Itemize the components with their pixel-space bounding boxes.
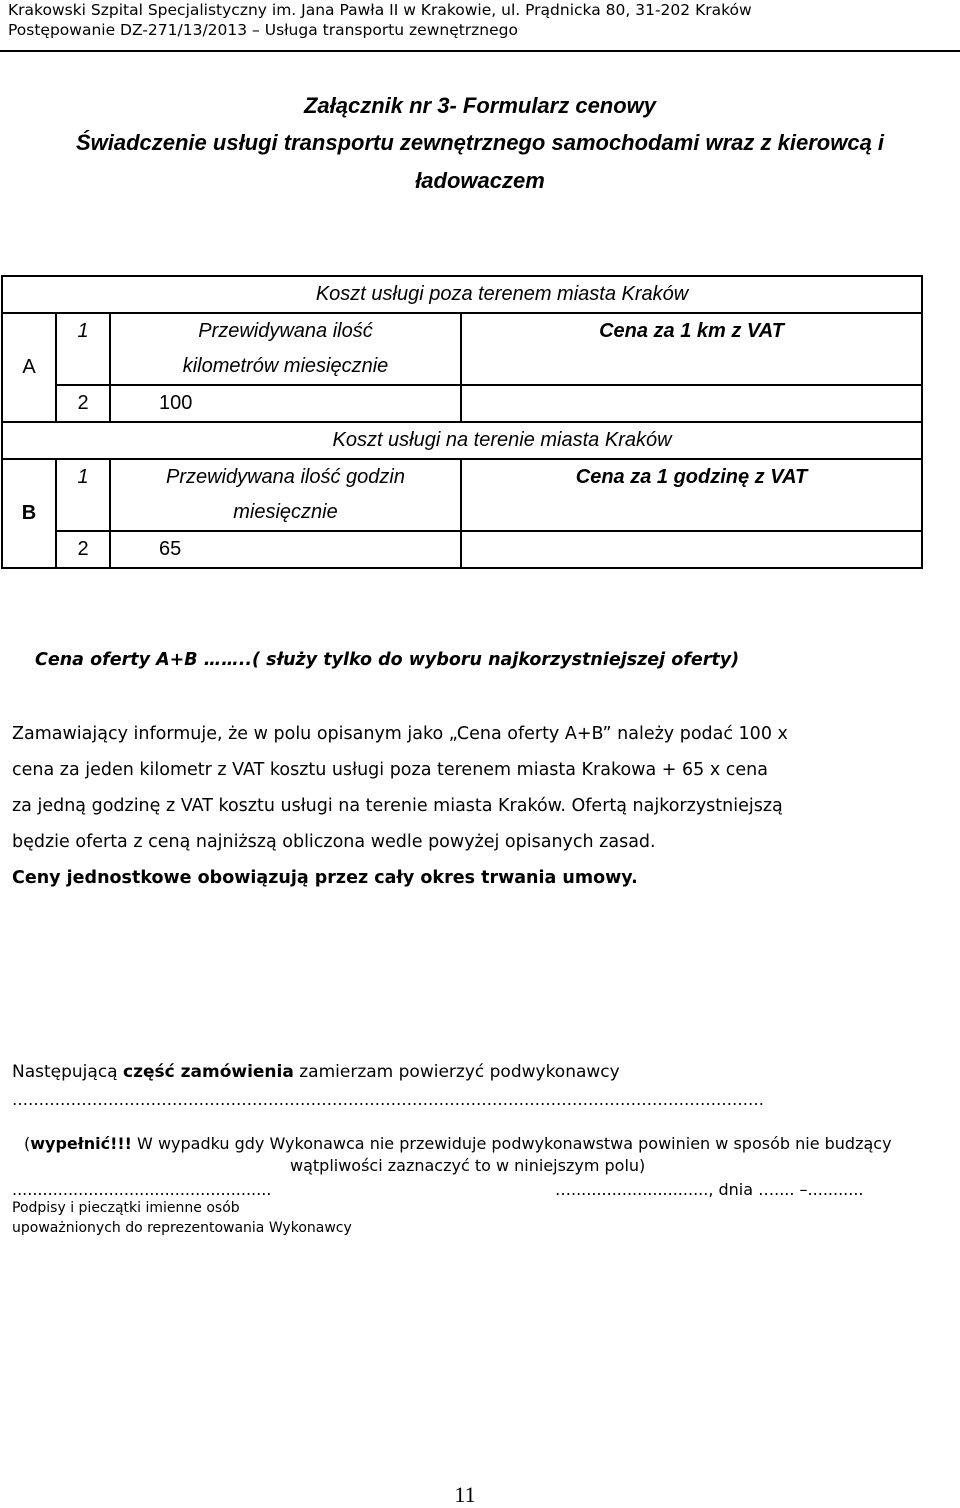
page-number: 11	[454, 1482, 476, 1507]
section-b-row1-label-1: Przewidywana ilość godzin	[110, 459, 461, 495]
section-a-price-field[interactable]	[461, 385, 922, 422]
subcontract-intro-bold: część zamówienia	[123, 1062, 294, 1082]
section-a-row1-number-cont	[56, 349, 110, 385]
note-open-paren: (	[24, 1134, 31, 1153]
section-b-row1-number: 1	[56, 459, 110, 495]
section-b-letter: B	[2, 459, 56, 568]
subcontract-fill-line[interactable]: ……………………………………………………………………………………………………………………………	[12, 1090, 764, 1109]
offer-price-line: Cena oferty A+B ……..( służy tylko do wyboru najkorzystniejszej oferty)	[35, 650, 740, 670]
section-b-heading: Koszt usługi na terenie miasta Kraków	[2, 422, 922, 459]
signature-date-line[interactable]: …..........................., dnia ….... –...........	[555, 1180, 864, 1199]
section-a-row1-number: 1	[56, 313, 110, 349]
section-a-row2-value: 100	[110, 385, 461, 422]
signature-label-1: Podpisy i pieczątki imienne osób	[12, 1200, 240, 1216]
info-line-4: będzie oferta z ceną najniższą obliczona wedle powyżej opisanych zasad.	[12, 832, 656, 852]
document-subtitle-1: Świadczenie usługi transportu zewnętrznego samochodami wraz z kierowcą i	[75, 130, 885, 155]
info-line-5: Ceny jednostkowe obowiązują przez cały okres trwania umowy.	[12, 868, 638, 888]
subcontract-note-line-2: wątpliwości zaznaczyć to w niniejszym polu)	[290, 1156, 646, 1175]
signature-dots-left[interactable]: ...................................................	[12, 1180, 272, 1199]
section-b-row2-number: 2	[56, 531, 110, 568]
info-line-3: za jedną godzinę z VAT kosztu usługi na terenie miasta Kraków. Ofertą najkorzystniejszą	[12, 796, 783, 816]
note-bold: wypełnić	[30, 1134, 111, 1153]
info-line-2: cena za jeden kilometr z VAT kosztu usługi poza terenem miasta Krakowa + 65 x cena	[12, 760, 768, 780]
section-b-row1-label-2: miesięcznie	[110, 495, 461, 531]
header-divider	[0, 50, 960, 52]
section-b-price-header: Cena za 1 godzinę z VAT	[461, 459, 922, 495]
price-table	[1, 275, 923, 569]
document-subtitle-2: ładowaczem	[415, 168, 545, 193]
section-b-price-field[interactable]	[461, 531, 922, 568]
subcontract-intro-end: zamierzam powierzyć podwykonawcy	[293, 1062, 620, 1082]
section-a-row1-label-2: kilometrów miesięcznie	[110, 349, 461, 385]
info-line-1: Zamawiający informuje, że w polu opisanym jako „Cena oferty A+B” należy podać 100 x	[12, 724, 788, 744]
section-b-row1-number-cont	[56, 495, 110, 531]
section-a-price-header: Cena za 1 km z VAT	[461, 313, 922, 349]
section-a-letter: A	[2, 313, 56, 422]
section-a-row2-number: 2	[56, 385, 110, 422]
subcontract-intro-start: Następującą	[12, 1062, 123, 1082]
document-title: Załącznik nr 3- Formularz cenowy	[303, 93, 657, 118]
subcontract-note	[24, 1134, 892, 1153]
section-b-row2-value: 65	[110, 531, 461, 568]
section-b-price-header-cont	[461, 495, 922, 531]
header-line-2: Postępowanie DZ-271/13/2013 – Usługa transportu zewnętrznego	[8, 21, 518, 39]
subcontract-intro	[12, 1062, 620, 1082]
signature-label-2: upoważnionych do reprezentowania Wykonawcy	[12, 1220, 352, 1236]
section-a-heading: Koszt usługi poza terenem miasta Kraków	[2, 276, 922, 313]
note-text: W wypadku gdy Wykonawca nie przewiduje podwykonawstwa powinien w sposób nie budzący	[131, 1134, 892, 1153]
section-a-price-header-cont	[461, 349, 922, 385]
section-a-row1-label-1: Przewidywana ilość	[110, 313, 461, 349]
note-exclaim: !!!	[110, 1134, 132, 1153]
header-line-1: Krakowski Szpital Specjalistyczny im. Jana Pawła II w Krakowie, ul. Prądnicka 80, 31-202 Kraków	[8, 1, 752, 19]
